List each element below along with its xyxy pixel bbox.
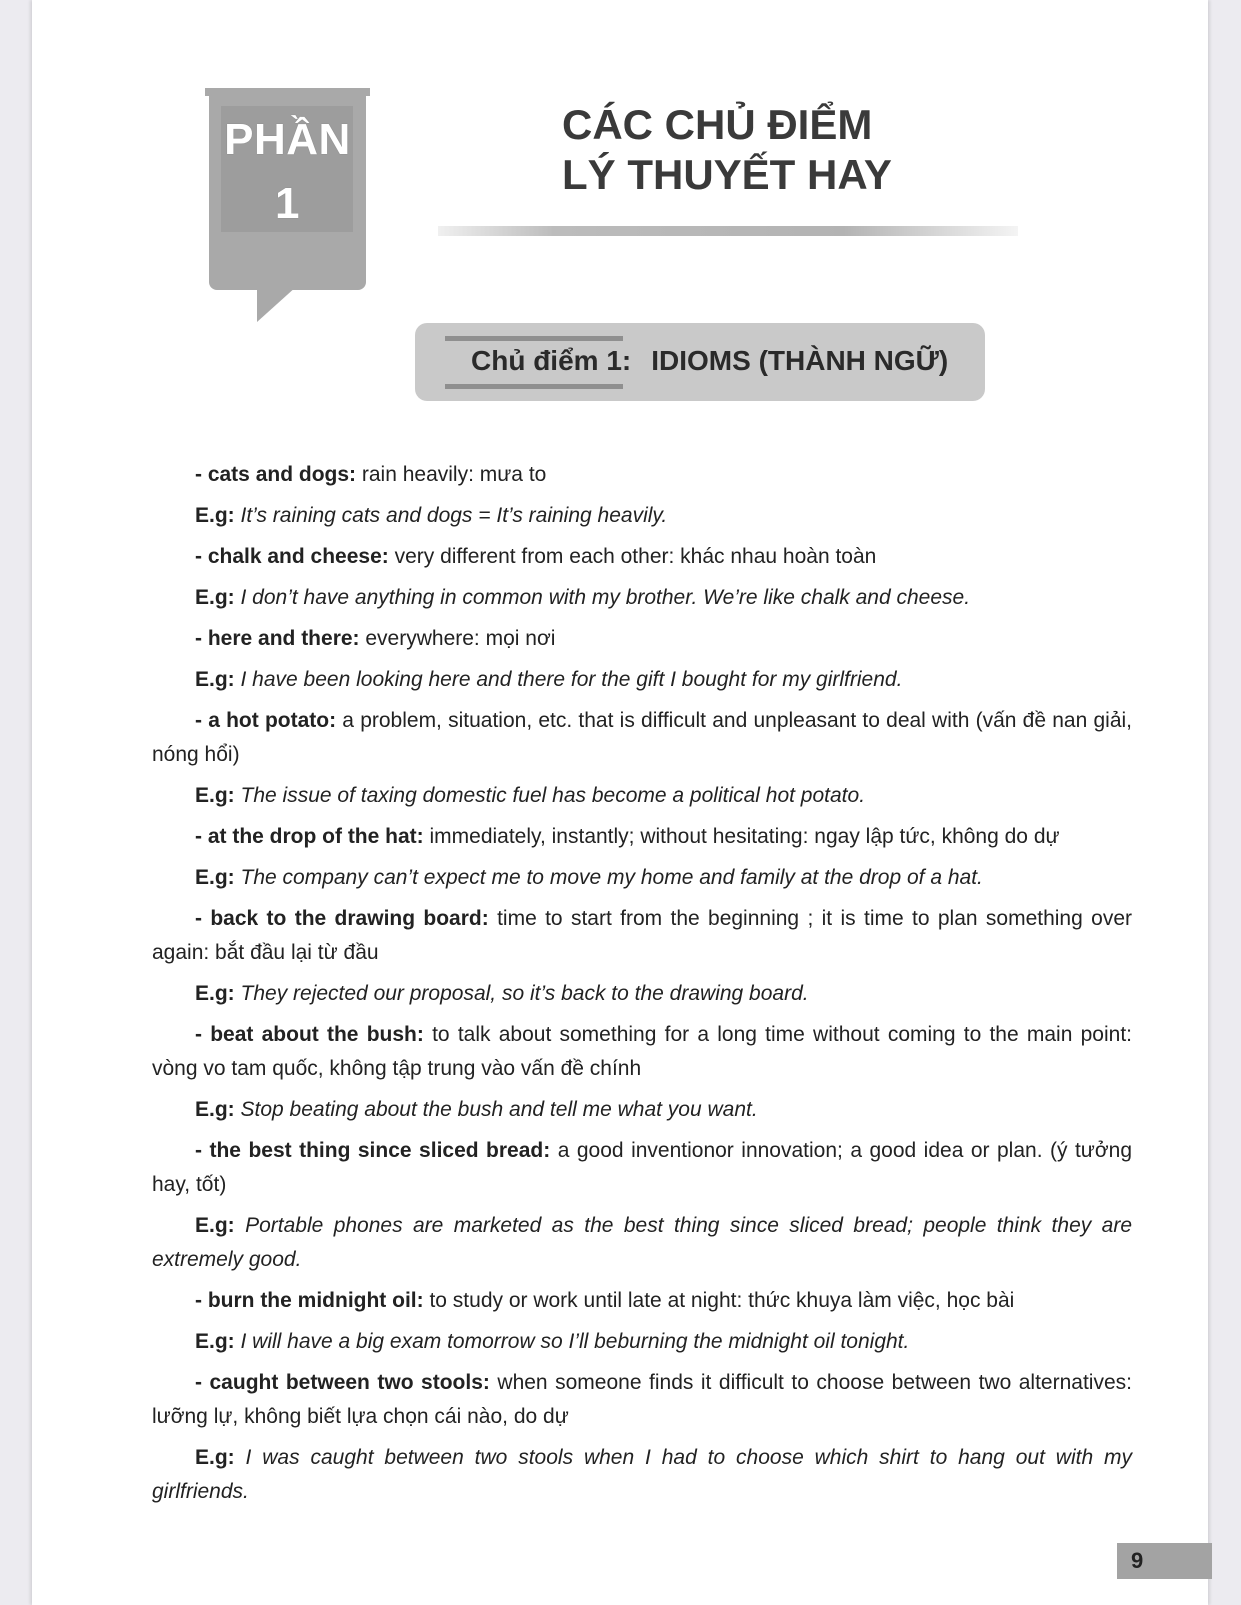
example-label: E.g: — [195, 504, 235, 527]
idiom-list — [152, 458, 1132, 1509]
part-number: 1 — [275, 179, 300, 228]
idiom-entry — [152, 540, 1132, 574]
example-text: The issue of taxing domestic fuel has become a political hot potato. — [234, 784, 866, 807]
section-heading — [415, 323, 985, 401]
idiom-example — [152, 1093, 1132, 1127]
example-label: E.g: — [195, 784, 235, 807]
example-text: I will have a big exam tomorrow so I’ll beburning the midnight oil tonight. — [234, 1330, 910, 1353]
banner-top-edge — [205, 88, 370, 96]
example-label: E.g: — [195, 982, 235, 1005]
example-text: I was caught between two stools when I had to choose which shirt to hang out with my girlfriends. — [152, 1446, 1132, 1503]
page-title — [562, 100, 982, 200]
example-label: E.g: — [195, 1098, 235, 1121]
example-label: E.g: — [195, 1330, 235, 1353]
part-label: PHẦN — [224, 115, 351, 164]
idiom-term: - cats and dogs: — [195, 463, 357, 486]
idiom-term: - chalk and cheese: — [195, 545, 389, 568]
idiom-definition: rain heavily: mưa to — [356, 463, 547, 486]
idiom-entry — [152, 1366, 1132, 1434]
example-label: E.g: — [195, 668, 235, 691]
document-page — [32, 0, 1208, 1605]
idiom-definition: a problem, situation, etc. that is difficult and unpleasant to deal with (vấn đề nan giải, nóng hổi) — [152, 709, 1132, 766]
example-text: The company can’t expect me to move my home and family at the drop of a hat. — [234, 866, 983, 889]
idiom-term: - at the drop of the hat: — [195, 825, 424, 848]
idiom-example — [152, 1441, 1132, 1509]
idiom-definition: time to start from the beginning ; it is time to plan something over again: bắt đầu lại từ đầu — [152, 907, 1132, 964]
example-label: E.g: — [195, 1214, 235, 1237]
example-label: E.g: — [195, 866, 235, 889]
example-text: Stop beating about the bush and tell me what you want. — [234, 1098, 758, 1121]
heading-bar-bottom — [445, 384, 623, 389]
idiom-entry — [152, 1134, 1132, 1202]
idiom-term: - back to the drawing board: — [195, 907, 489, 930]
section-label: Chủ điểm 1: — [471, 345, 632, 376]
idiom-term: - burn the midnight oil: — [195, 1289, 424, 1312]
example-label: E.g: — [195, 586, 235, 609]
idiom-definition: very different from each other: khác nhau hoàn toàn — [388, 545, 877, 568]
part-banner — [209, 90, 366, 290]
idiom-entry — [152, 458, 1132, 492]
example-text: Portable phones are marketed as the best thing since sliced bread; people think they are extremely good. — [152, 1214, 1132, 1271]
idiom-term: - the best thing since sliced bread: — [195, 1139, 551, 1162]
idiom-entry — [152, 704, 1132, 772]
idiom-definition: when someone finds it difficult to choose between two alternatives: lưỡng lự, không biết lựa chọn cái nào, do dự — [152, 1371, 1132, 1428]
example-text: They rejected our proposal, so it’s back to the drawing board. — [234, 982, 809, 1005]
example-text: I don’t have anything in common with my brother. We’re like chalk and cheese. — [234, 586, 971, 609]
idiom-example — [152, 861, 1132, 895]
example-text: It’s raining cats and dogs = It’s raining heavily. — [234, 504, 668, 527]
idiom-term: - a hot potato: — [195, 709, 337, 732]
idiom-entry — [152, 1018, 1132, 1086]
idiom-example — [152, 499, 1132, 533]
idiom-entry — [152, 1284, 1132, 1318]
idiom-term: - beat about the bush: — [195, 1023, 424, 1046]
idiom-definition: to study or work until late at night: thức khuya làm việc, học bài — [423, 1289, 1015, 1312]
idiom-entry — [152, 622, 1132, 656]
idiom-example — [152, 779, 1132, 813]
example-text: I have been looking here and there for the gift I bought for my girlfriend. — [234, 668, 903, 691]
title-line-1: CÁC CHỦ ĐIỂM — [562, 101, 873, 148]
idiom-term: - caught between two stools: — [195, 1371, 490, 1394]
banner-tail — [257, 286, 297, 322]
idiom-term: - here and there: — [195, 627, 360, 650]
idiom-entry — [152, 902, 1132, 970]
idiom-definition: to talk about something for a long time without coming to the main point: vòng vo tam quốc, không tập trung vào vấn đề chính — [152, 1023, 1132, 1080]
example-label: E.g: — [195, 1446, 235, 1469]
idiom-example — [152, 1325, 1132, 1359]
section-name: IDIOMS (THÀNH NGỮ) — [651, 345, 949, 376]
idiom-example — [152, 977, 1132, 1011]
title-divider — [438, 226, 1018, 236]
idiom-definition: a good inventionor innovation; a good idea or plan. (ý tưởng hay, tốt) — [152, 1139, 1132, 1196]
idiom-definition: everywhere: mọi nơi — [359, 627, 556, 650]
idiom-entry — [152, 820, 1132, 854]
page-number: 9 — [1117, 1543, 1212, 1579]
title-line-2: LÝ THUYẾT HAY — [562, 151, 892, 198]
idiom-example — [152, 1209, 1132, 1277]
idiom-definition: immediately, instantly; without hesitating: ngay lập tức, không do dự — [423, 825, 1060, 848]
idiom-example — [152, 581, 1132, 615]
idiom-example — [152, 663, 1132, 697]
